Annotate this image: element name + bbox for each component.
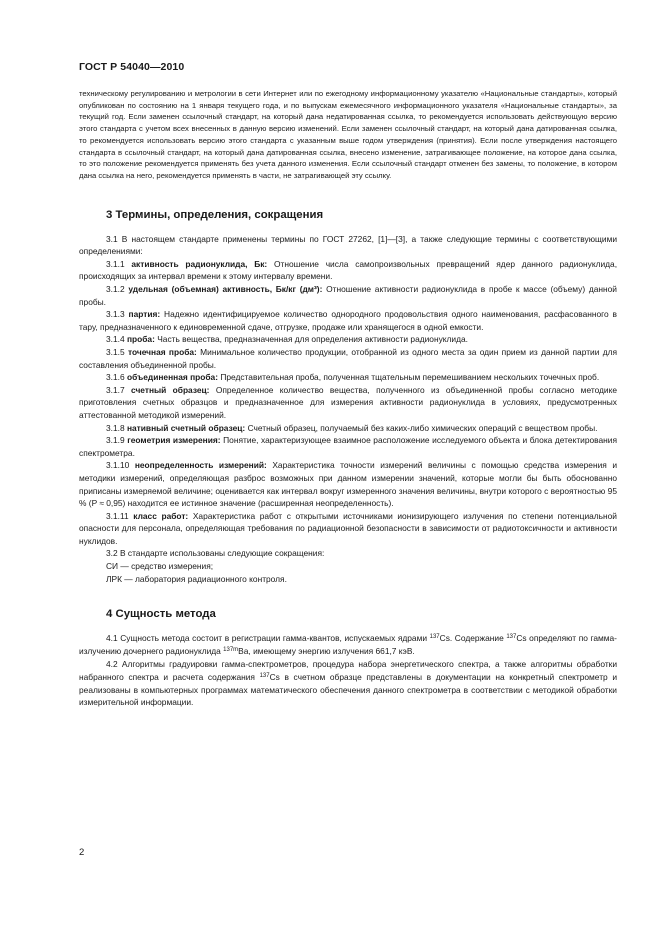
term-number: 3.1.2 (106, 284, 125, 294)
term-name: проба: (126, 334, 155, 345)
terms-list (79, 258, 617, 548)
term-definition (79, 510, 617, 548)
term-text: Представительная проба, полученная тщательным перемешиванием нескольких точечных проб. (220, 372, 600, 383)
term-number: 3.1.4 (106, 334, 125, 345)
isotope-superscript: 137 (429, 634, 440, 641)
term-number: 3.1.3 (106, 309, 125, 320)
term-number: 3.1.9 (106, 435, 125, 446)
abbreviation-item: ЛРК — лаборатория радиационного контроля. (106, 573, 287, 584)
intro-paragraph: техническому регулированию и метрологии в сети Интернет или по ежегодному информационному указателю «Национальные стандарты», который опубликован по состоянию на 1 января текущего года, и по выпускам ежемесячного информационного указателя «Национальные стандарты», за текущий год. Если заменен ссылочный стандарт, на который дана недатированная ссылка, то рекомендуется использовать действующую версию этого стандарта с учетом всех внесенных в данную версию изменений. Если заменен ссылочный стандарт, на который дана датированная ссылка, то рекомендуется использовать версию этого стандарта с указанным выше годом утверждения (принятия). Если после утверждения настоящего стандарта в ссылочный стандарт, на который дана датированная ссылка, внесено изменение, затрагивающее положение, на которое дана ссылка, то это положение рекомендуется применять без учета данного изменения. Если ссылочный стандарт отменен без замены, то положение, в котором дана ссылка на него, рекомендуется применять в части, не затрагивающей эту ссылку. (79, 89, 617, 180)
term-definition (79, 333, 617, 346)
text-run: 4.1 Сущность метода состоит в регистрации гамма-квантов, испускаемых ядрами (106, 633, 430, 644)
section-3-heading: 3 Термины, определения, сокращения (106, 208, 324, 221)
term-number: 3.1.5 (106, 346, 125, 357)
term-text: Характеристика работ с открытыми источниками ионизирующего излучения по степени потенциальной опасности для персонала, определяющая требования по радиационной безопасности в зависимости от радиотоксичности и активности нуклидов. (79, 510, 617, 546)
term-text: Минимальное количество продукции, отобранной из одного места за один прием из данной партии для составления объединенной пробы. (79, 346, 617, 370)
term-definition (79, 422, 617, 435)
term-definition (79, 346, 617, 371)
term-name: объединенная проба: (126, 372, 218, 383)
document-body (79, 88, 617, 709)
term-text: Отношение числа самопроизвольных превращений ядер данного радионуклида, происходящих за интервал времени к этому интервалу времени. (79, 258, 618, 282)
term-number: 3.1.8 (106, 422, 125, 433)
term-name: нативный счетный образец: (126, 422, 246, 433)
term-definition (79, 459, 617, 509)
term-definition (79, 371, 617, 384)
term-definition (79, 384, 617, 422)
term-name: партия: (128, 309, 161, 320)
term-name: активность радионуклида, Бк: (131, 258, 268, 269)
term-name: неопределенность измерений: (134, 460, 267, 471)
isotope-superscript: 137 (259, 673, 270, 680)
page-number: 2 (79, 847, 85, 858)
abbreviation-item: СИ — средство измерения; (106, 561, 214, 572)
term-definition (79, 283, 617, 308)
paragraph-4-1 (79, 632, 617, 657)
text-run: Ba, имеющему энергию излучения 661,7 кэВ. (238, 645, 415, 656)
document-header: ГОСТ Р 54040—2010 (79, 61, 185, 73)
term-number: 3.1.7 (106, 384, 125, 395)
text-run: Cs. Содержание (439, 633, 507, 644)
term-number: 3.1.1 (106, 258, 125, 269)
section-4-heading: 4 Сущность метода (106, 608, 216, 621)
term-name: класс работ: (133, 510, 189, 521)
term-text: Характеристика точности измерений величины с помощью средства измерения и методики измерений, определяющая разброс возможных при данном измерении значений, которые могли бы быть обоснованно приписаны измеряемой величине; оценивается как интервал вокруг измеренного значения величины, внутри которого с вероятностью 95 % (P ≈ 0,95) находится ее истинное значение (расширенная неопределенность). (79, 460, 618, 509)
term-name: счетный образец: (131, 384, 210, 395)
term-definition (79, 258, 617, 283)
term-text: Понятие, характеризующее взаимное расположение исследуемого объекта и блока детектирования спектрометра. (79, 435, 618, 458)
term-text: Определенное количество вещества, полученного из объединенной пробы согласно методике приготовления счетных образцов и предназначенное для измерения активности радионуклида в условиях, предусмотренных аттестованной методикой измерений. (79, 384, 618, 420)
text-run: 4.2 Алгоритмы градуировки гамма-спектрометров, процедура набора энергетического спектра, а также алгоритмы обработки набранного спектра и расчета содержания (79, 659, 617, 683)
text-run: Cs определяют по гамма-излучению дочернего радионуклида (79, 633, 617, 656)
term-text: Часть вещества, предназначенная для определения активности радионуклида. (157, 334, 468, 345)
paragraph-3-2: 3.2 В стандарте использованы следующие сокращения: (106, 548, 325, 559)
term-definition (79, 434, 617, 459)
isotope-superscript: 137m (223, 646, 239, 653)
paragraph-4-2 (79, 658, 617, 708)
term-text: Надежно идентифицируемое количество однородного продовольствия одного наименования, расфасованного в тару, предназначенного к единовременной сдаче, отгрузке, продаже или хранящегося в одной емкости. (79, 309, 618, 332)
term-text: Счетный образец, получаемый без каких-либо химических операций с веществом пробы. (247, 422, 598, 433)
term-definition (79, 308, 617, 333)
term-name: удельная (объемная) активность, Бк/кг (дм³): (128, 284, 323, 294)
term-number: 3.1.11 (106, 510, 129, 521)
term-number: 3.1.10 (106, 460, 130, 471)
term-number: 3.1.6 (106, 372, 125, 383)
term-text: Отношение активности радионуклида в пробе к массе (объему) данной пробы. (79, 284, 617, 307)
isotope-superscript: 137 (506, 634, 517, 641)
text-run: Cs в счетном образце представлены в документации на конкретный спектрометр и реализованы в компьютерных программах математического обеспечения данного спектрометра в соответствии с методикой обработки измерительной информации. (79, 672, 617, 708)
paragraph-3-1: 3.1 В настоящем стандарте применены термины по ГОСТ 27262, [1]—[3], а также следующие термины с соответствующими определениями: (79, 233, 617, 257)
term-name: геометрия измерения: (127, 435, 221, 446)
term-name: точечная проба: (127, 346, 197, 357)
